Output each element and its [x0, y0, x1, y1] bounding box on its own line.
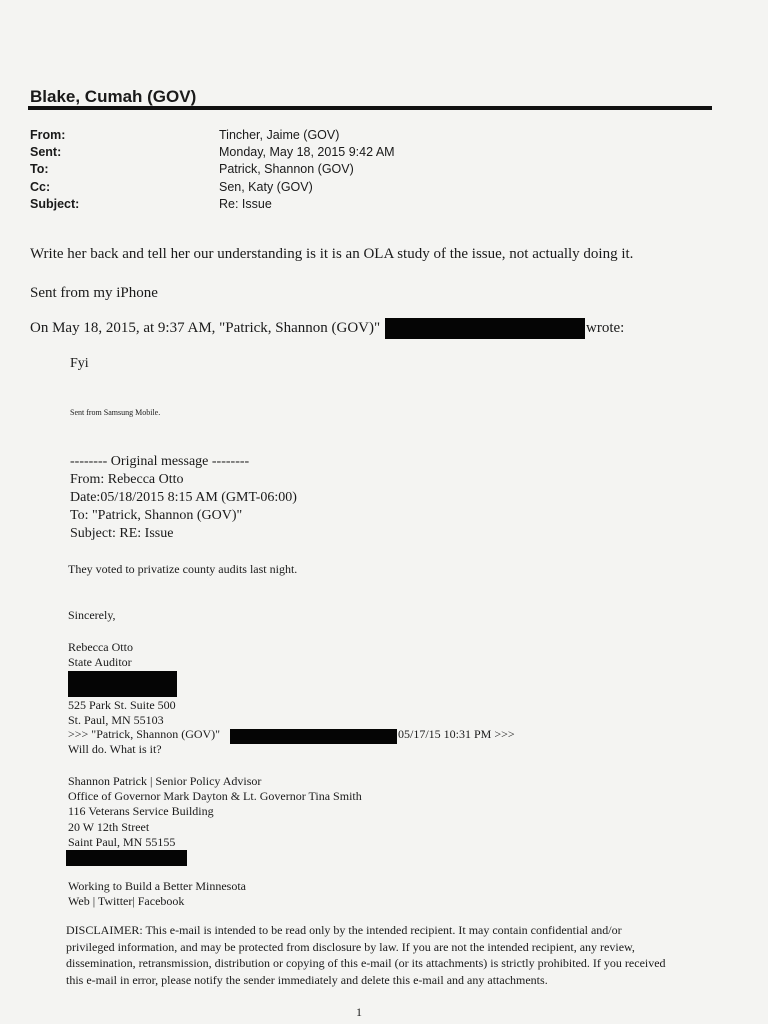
orig-from: From: Rebecca Otto — [70, 472, 184, 487]
sig-address-1: 525 Park St. Suite 500 — [68, 698, 176, 712]
sent-label: Sent: — [30, 145, 62, 159]
slogan: Working to Build a Better Minnesota — [68, 879, 247, 893]
page-number: 1 — [356, 1005, 362, 1019]
redaction-phone — [68, 671, 177, 697]
sig-name: Rebecca Otto — [68, 640, 133, 654]
sig-address-2: St. Paul, MN 55103 — [68, 713, 164, 727]
orig-subject: Subject: RE: Issue — [70, 526, 174, 541]
from-label: From: — [30, 128, 66, 142]
mailbox-owner-name: Blake, Cumah (GOV) — [30, 87, 197, 106]
samsung-signature: Sent from Samsung Mobile. — [70, 408, 161, 417]
closing: Sincerely, — [68, 608, 116, 622]
reply-message: Write her back and tell her our understanding is it is an OLA study of the issue, not actually doing it. — [30, 246, 634, 262]
cc-value: Sen, Katy (GOV) — [219, 180, 313, 194]
to-label: To: — [30, 162, 49, 176]
orig-date: Date:05/18/2015 8:15 AM (GMT-06:00) — [70, 490, 297, 505]
sent-value: Monday, May 18, 2015 9:42 AM — [219, 145, 395, 159]
orig-to: To: "Patrick, Shannon (GOV)" — [70, 508, 243, 523]
redaction-phone-2 — [66, 850, 187, 866]
forward-prefix: >>> "Patrick, Shannon (GOV)" — [68, 727, 221, 741]
sp-building: 116 Veterans Service Building — [68, 804, 214, 818]
sp-city: Saint Paul, MN 55155 — [68, 835, 176, 849]
will-do-text: Will do. What is it? — [68, 742, 162, 756]
fyi-text: Fyi — [70, 356, 89, 371]
sig-title: State Auditor — [68, 655, 132, 669]
original-message-header: -------- Original message -------- — [70, 454, 250, 469]
forward-suffix: 05/17/15 10:31 PM >>> — [398, 727, 515, 741]
header-rule — [28, 106, 712, 110]
to-value: Patrick, Shannon (GOV) — [219, 162, 354, 176]
reply-signature: Sent from my iPhone — [30, 285, 158, 301]
from-value: Tincher, Jaime (GOV) — [219, 128, 340, 142]
quote-wrote: wrote: — [586, 320, 625, 336]
sp-office: Office of Governor Mark Dayton & Lt. Governor Tina Smith — [68, 789, 362, 803]
social-links: Web | Twitter| Facebook — [68, 894, 185, 908]
quote-intro: On May 18, 2015, at 9:37 AM, "Patrick, Shannon (GOV)" — [30, 320, 381, 336]
cc-label: Cc: — [30, 180, 51, 194]
redaction-email-2 — [230, 729, 397, 744]
redaction-email-1 — [385, 318, 585, 339]
orig-message-text: They voted to privatize county audits last night. — [68, 562, 298, 576]
subject-value: Re: Issue — [219, 197, 272, 211]
disclaimer: DISCLAIMER: This e-mail is intended to be read only by the intended recipient. It may contain confidential and/or privileged information, and may be protected from disclosure by law. If you are not the intended recipient, any review, dissemination, retransmission, distribution or copying of this e-mail (or its attachments) is strictly prohibited. If you received this e-mail in error, please notify the sender immediately and delete this e-mail and any attachments. — [66, 923, 666, 987]
sp-name-title: Shannon Patrick | Senior Policy Advisor — [68, 774, 262, 788]
sp-street: 20 W 12th Street — [68, 820, 150, 834]
subject-label: Subject: — [30, 197, 80, 211]
